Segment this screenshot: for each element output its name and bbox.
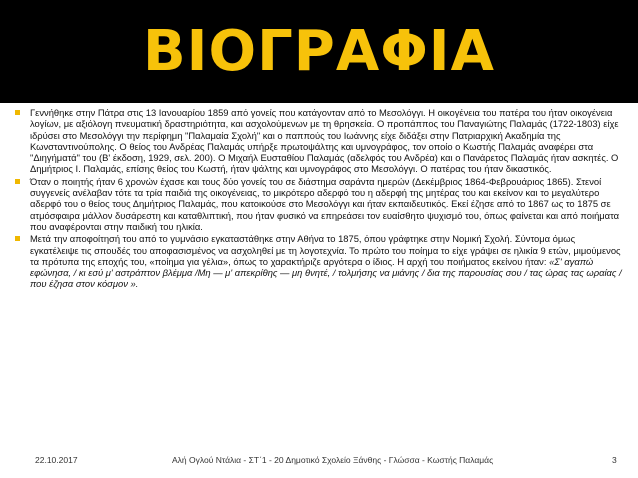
- footer-text: Αλή Ογλού Ντάλια - ΣΤ΄1 - 20 Δημοτικό Σχολείο Ξάνθης - Γλώσσα - Κωστής Παλαμάς: [172, 455, 494, 465]
- bullet-square-icon: [15, 110, 20, 115]
- slide-title: ΒΙΟΓΡΑΦΙΑ: [143, 18, 495, 84]
- page-number: 3: [612, 455, 617, 465]
- paragraph-text: Μετά την αποφοίτησή του από το γυμνάσιο εγκαταστάθηκε στην Αθήνα το 1875, όπου γράφτηκε στην Νομική Σχολή. Σύντομα όμως εγκατέλειψε τις σπουδές του αποφασισμένος να ασχοληθεί με τη λογοτεχνία. Το πρώτο του ποίημα το είχε γράψει σε ηλικία 9 ετών, μιμούμενος τα πρότυπα της εποχής του, «ποίημα για γέλια», όπως το χαρακτήριζε αργότερα ο ίδιος. Η αρχή του ποιήματος εκείνου ήταν:: [30, 233, 621, 267]
- bullet-square-icon: [15, 179, 20, 184]
- bullet-paragraph-3: [14, 233, 626, 289]
- paragraph-text: Όταν ο ποιητής ήταν 6 χρονών έχασε και τους δύο γονείς του σε διάστημα σαράντα ημερών (Δεκέμβριος 1864-Φεβρουάριος 1865). Στενοί συγγενείς ανέλαβαν τότε τα τρία παιδιά της οικογένειας, το μικρότερο αδερφό του η αδερφή της μητέρας του και εκείνον και το μεγαλύτερο αδερφό του ο θείος τους Δημήτριος Παλαμάς, που κατοικούσε στο Μεσολόγγι και ήταν εκπαιδευτικός. Εκεί έζησε από το 1867 ως το 1875 σε ατμόσφαιρα μάλλον δυσάρεστη και καταθλιπτική, που ήταν φυσικό να επηρεάσει τον ευαίσθητο ψυχισμό του, όπως φαίνεται και από ποιήματα που αναφέρονται στην παιδική του ηλικία.: [30, 175, 620, 232]
- slide-body: [14, 107, 626, 425]
- title-band: [0, 0, 638, 103]
- poem-quote: «Σ' αγαπώ εφώνησα, / κι εσύ μ' αστράπτον βλέμμα /Μη — μ' απεκρίθης — μη θνητέ, / τολμήσης να μιάνης / δια της παρουσίας σου / τας ώρας τας ωραίας / που έζησα στον κόσμον ».: [30, 255, 622, 290]
- footer-date: 22.10.2017: [35, 455, 78, 465]
- bullet-paragraph-2: [14, 176, 626, 232]
- bullet-paragraph-1: [14, 107, 626, 175]
- slide-footer: [0, 455, 638, 471]
- paragraph-text: Γεννήθηκε στην Πάτρα στις 13 Ιανουαρίου 1859 από γονείς που κατάγονταν από το Μεσολόγγι. Η οικογένεια του πατέρα του ήταν οικογένεια λογίων, με αξιόλογη πνευματική δραστηριότητα, και ασχολούμενων με τη θρησκεία. Ο προπάππος του Παναγιώτης Παλαμάς (1722-1803) είχε ιδρύσει στο Μεσολόγγι την περίφημη "Παλαμαία Σχολή" και ο παππούς του Ιωάννης είχε διδάξει στην Πατριαρχική Ακαδημία της Κωνσταντινούπολης. Ο θείος του Ανδρέας Παλαμάς υπήρξε πρωτοψάλτης και υμνογράφος, τον οποίο ο Κωστής Παλαμάς αναφέρει στα "Διηγήματά" του (Β' έκδοση, 1929, σελ. 200). Ο Μιχαήλ Ευσταθίου Παλαμάς (αδελφός του Ανδρέα) και ο Πανάρετος Παλαμάς ήταν ασκητές. Ο Δημήτριος Ι. Παλαμάς, επίσης θείος του Κωστή, ήταν ψάλτης και υμνογράφος στο Μεσολόγγι. Ο πατέρας του ήταν δικαστικός.: [30, 107, 619, 175]
- bullet-square-icon: [15, 236, 20, 241]
